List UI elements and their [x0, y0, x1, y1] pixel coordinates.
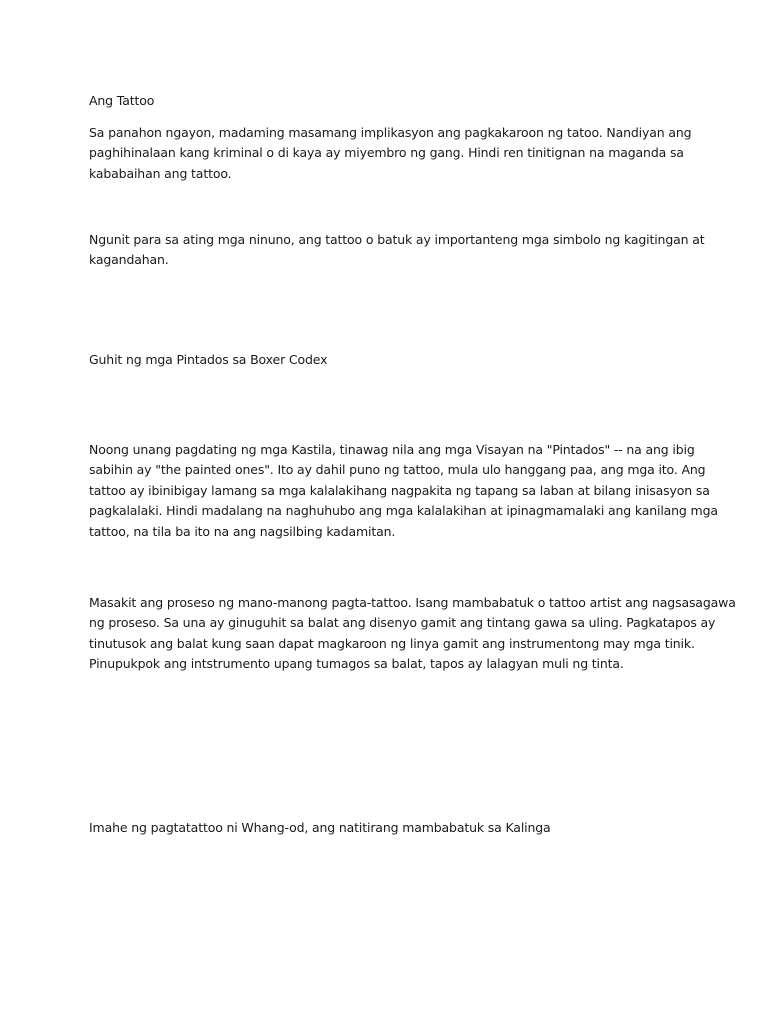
paragraph-line: pagkalalaki. Hindi madalang na naghuhubo ang mga kalalakihan at ipinagmamalaki ang kanilang mga: [89, 503, 718, 519]
caption-text: Imahe ng pagtatattoo ni Whang-od, ang natitirang mambabatuk sa Kalinga: [89, 820, 551, 835]
paragraph-process: [89, 593, 736, 675]
paragraph-line: tattoo ay ibinibigay lamang sa mga kalalakihang nagpakita ng tapang sa laban at bilang inisasyon sa: [89, 482, 710, 498]
title-text: Ang Tattoo: [89, 93, 155, 108]
image-caption-boxer-codex: [89, 350, 699, 370]
paragraph-line: tinutusok ang balat kung saan dapat magkaroon ng linya gamit ang instrumentong may mga tinik.: [89, 635, 695, 651]
paragraph-pintados: [89, 440, 718, 542]
paragraph-line: kagandahan.: [89, 252, 169, 268]
paragraph-line: Sa panahon ngayon, madaming masamang implikasyon ang pagkakaroon ng tatoo. Nandiyan ang: [89, 125, 692, 140]
paragraph-line: Ngunit para sa ating mga ninuno, ang tattoo o batuk ay importanteng mga simbolo ng kagitingan at: [89, 232, 705, 247]
paragraph-line: sabihin ay "the painted ones". Ito ay dahil puno ng tattoo, mula ulo hanggang paa, ang mga ito. Ang: [89, 462, 706, 478]
paragraph-ancestors: [89, 230, 705, 271]
paragraph-intro: [89, 123, 699, 184]
paragraph-line: ng proseso. Sa una ay ginuguhit sa balat ang disenyo gamit ang tintang gawa sa uling. Pagkatapos ay: [89, 615, 716, 631]
paragraph-line: tattoo, na tila ba ito na ang nagsilbing kadamitan.: [89, 523, 396, 539]
paragraph-line: Masakit ang proseso ng mano-manong pagta-tattoo. Isang mambabatuk o tattoo artist ang nagsasagawa: [89, 595, 736, 610]
paragraph-line: kababaihan ang tattoo.: [89, 165, 232, 181]
paragraph-line: Noong unang pagdating ng mga Kastila, tinawag nila ang mga Visayan na "Pintados" -- na ang ibig: [89, 442, 695, 457]
paragraph-line: paghihinalaan kang kriminal o di kaya ay miyembro ng gang. Hindi ren tinitignan na maganda sa: [89, 145, 684, 161]
caption-text: Guhit ng mga Pintados sa Boxer Codex: [89, 352, 328, 367]
paragraph-line: Pinupukpok ang intstrumento upang tumagos sa balat, tapos ay lalagyan muli ng tinta.: [89, 656, 624, 672]
image-caption-whang-od: [89, 818, 699, 838]
document-title: [89, 91, 699, 111]
